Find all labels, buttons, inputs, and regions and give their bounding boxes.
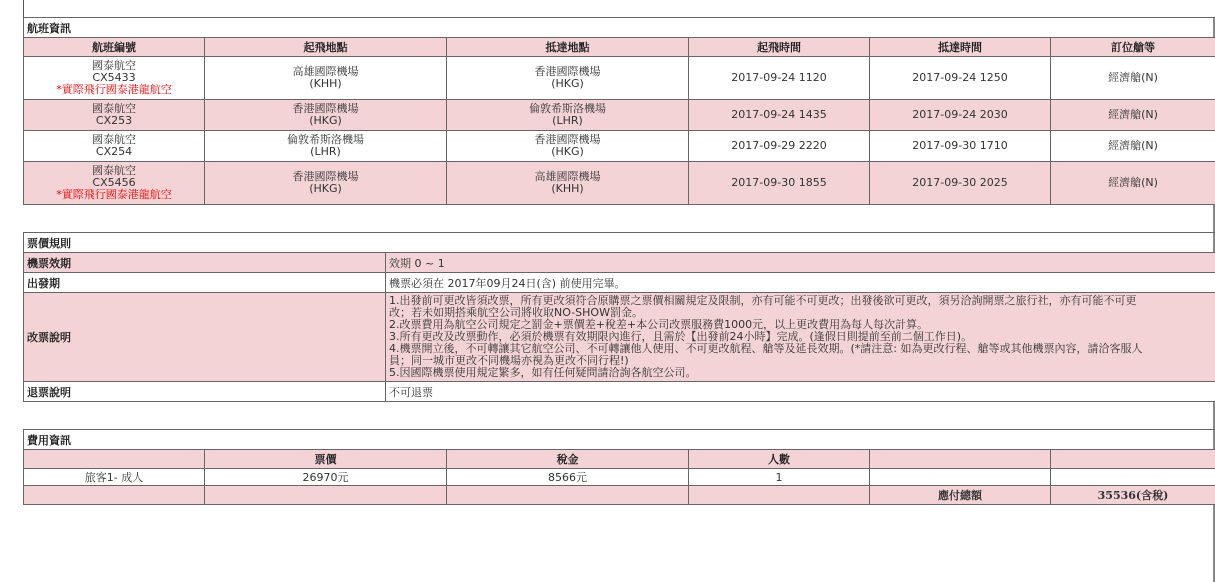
destination-cell [447,131,689,162]
destination-code: (KHH) [551,182,584,195]
departure-time-cell [689,131,870,162]
total-empty-cell [205,486,447,505]
fee-header-count: 人數 [689,450,870,469]
fee-fare: 26970元 [205,469,447,486]
operated-by-note: *實際飛行國泰港龍航空 [56,83,172,96]
total-empty-cell [447,486,689,505]
cabin-class: 經濟艙(N) [1108,108,1158,121]
departure-time: 2017-09-29 2220 [731,139,827,152]
arrival-time: 2017-09-24 2030 [912,108,1008,121]
origin-code: (KHH) [309,77,342,90]
arrival-time: 2017-09-24 1250 [912,71,1008,84]
destination-cell [447,100,689,131]
change-description [386,293,1215,382]
flight-row [24,131,1215,162]
destination-airport: 香港國際機場 [534,65,601,78]
flight-row [24,162,1215,205]
cabin-class-cell [1051,162,1215,205]
flight-info-table [23,17,1215,205]
change-line: 1.出發前可更改皆須改票，所有更改須符合原購票之票價相關規定及限制，亦有可能不可更改；出發後欲可更改，須另洽詢開票之旅行社，亦有可能不可更 [389,294,1137,307]
destination-cell [447,57,689,100]
total-empty-cell [24,486,205,505]
airline-name: 國泰航空 [92,59,136,72]
departure-label: 出發期 [24,273,386,293]
flight-number-cell [24,131,205,162]
departure-time: 2017-09-30 1855 [731,176,827,189]
departure-time-cell [689,162,870,205]
origin-cell [205,162,447,205]
flight-code: CX253 [95,114,133,127]
destination-code: (HKG) [551,77,584,90]
header-destination: 抵達地點 [447,38,689,57]
flight-code: CX5433 [92,71,136,84]
departure-value: 機票必須在 2017年09月24日(含) 前使用完畢。 [386,273,1215,293]
header-departure-time: 起飛時間 [689,38,870,57]
airline-name: 國泰航空 [92,133,136,146]
origin-code: (HKG) [309,114,342,127]
top-border-line [23,0,24,17]
total-value: 35536(含稅) [1051,486,1215,505]
fee-header-blank [1051,450,1215,469]
flight-number-cell [24,57,205,100]
change-line: 改；若未如期搭乘航空公司將收取NO-SHOW罰金。 [389,306,643,319]
flight-row [24,57,1215,100]
arrival-time-cell [870,100,1051,131]
origin-airport: 香港國際機場 [292,102,359,115]
fee-empty-cell [870,469,1051,486]
cabin-class-cell [1051,57,1215,100]
departure-time: 2017-09-24 1435 [731,108,827,121]
origin-airport: 高雄國際機場 [292,65,359,78]
origin-cell [205,57,447,100]
fee-header-blank [24,450,205,469]
destination-code: (LHR) [552,114,583,127]
change-line: 3.所有更改及改票動作，必須於機票有效期限內進行，且需於【出發前24小時】完成。(逢假日則提前至前二個工作日)。 [389,330,973,343]
cabin-class-cell [1051,100,1215,131]
destination-airport: 高雄國際機場 [534,170,601,183]
origin-code: (HKG) [309,182,342,195]
flight-code: CX5456 [92,176,136,189]
cabin-class: 經濟艙(N) [1108,176,1158,189]
change-label: 改票說明 [24,293,386,382]
total-empty-cell [689,486,870,505]
origin-code: (LHR) [310,145,341,158]
arrival-time: 2017-09-30 1710 [912,139,1008,152]
flight-code: CX254 [95,145,133,158]
arrival-time: 2017-09-30 2025 [912,176,1008,189]
refund-label: 退票說明 [24,382,386,402]
rules-section-title: 票價規則 [24,233,1215,253]
fare-rules-table [23,232,1215,402]
fee-traveler: 旅客1- 成人 [24,469,205,486]
destination-cell [447,162,689,205]
origin-airport: 倫敦希斯洛機場 [287,133,364,146]
origin-cell [205,131,447,162]
arrival-time-cell [870,162,1051,205]
departure-time-cell [689,57,870,100]
fee-empty-cell [1051,469,1215,486]
airline-name: 國泰航空 [92,164,136,177]
fee-count: 1 [689,469,870,486]
validity-value: 效期 0 ~ 1 [386,253,1215,273]
flight-number-cell [24,100,205,131]
destination-airport: 倫敦希斯洛機場 [529,102,606,115]
change-line: 5.因國際機票使用規定繁多，如有任何疑問請洽詢各航空公司。 [389,366,697,379]
operated-by-note: *實際飛行國泰港龍航空 [56,188,172,201]
header-cabin-class: 訂位艙等 [1051,38,1215,57]
booking-detail-panel [23,17,1215,505]
destination-code: (HKG) [551,145,584,158]
fee-section-title: 費用資訊 [24,430,1215,450]
destination-airport: 香港國際機場 [534,133,601,146]
fee-info-table [23,429,1215,505]
total-label: 應付總額 [870,486,1051,505]
flight-section-title: 航班資訊 [24,18,1215,38]
origin-airport: 香港國際機場 [292,170,359,183]
fee-tax: 8566元 [447,469,689,486]
header-flight-no: 航班編號 [24,38,205,57]
change-line: 員；同一城市更改不同機場亦視為更改不同行程!) [389,354,629,367]
cabin-class: 經濟艙(N) [1108,71,1158,84]
flight-row [24,100,1215,131]
fee-header-blank [870,450,1051,469]
cabin-class-cell [1051,131,1215,162]
header-arrival-time: 抵達時間 [870,38,1051,57]
validity-label: 機票效期 [24,253,386,273]
header-origin: 起飛地點 [205,38,447,57]
origin-cell [205,100,447,131]
change-line: 2.改票費用為航空公司規定之罰金+票價差+稅差+本公司改票服務費1000元，以上更改費用為每人每次計算。 [389,318,929,331]
change-line: 4.機票開立後，不可轉讓其它航空公司、不可轉讓他人使用、不可更改航程、艙等及延長效期。(*請注意: 如為更改行程、艙等或其他機票內容，請洽客服人 [389,342,1143,355]
fee-header-fare: 票價 [205,450,447,469]
flight-number-cell [24,162,205,205]
refund-value: 不可退票 [386,382,1215,402]
airline-name: 國泰航空 [92,102,136,115]
departure-time-cell [689,100,870,131]
arrival-time-cell [870,57,1051,100]
departure-time: 2017-09-24 1120 [731,71,827,84]
cabin-class: 經濟艙(N) [1108,139,1158,152]
arrival-time-cell [870,131,1051,162]
fee-header-tax: 稅金 [447,450,689,469]
